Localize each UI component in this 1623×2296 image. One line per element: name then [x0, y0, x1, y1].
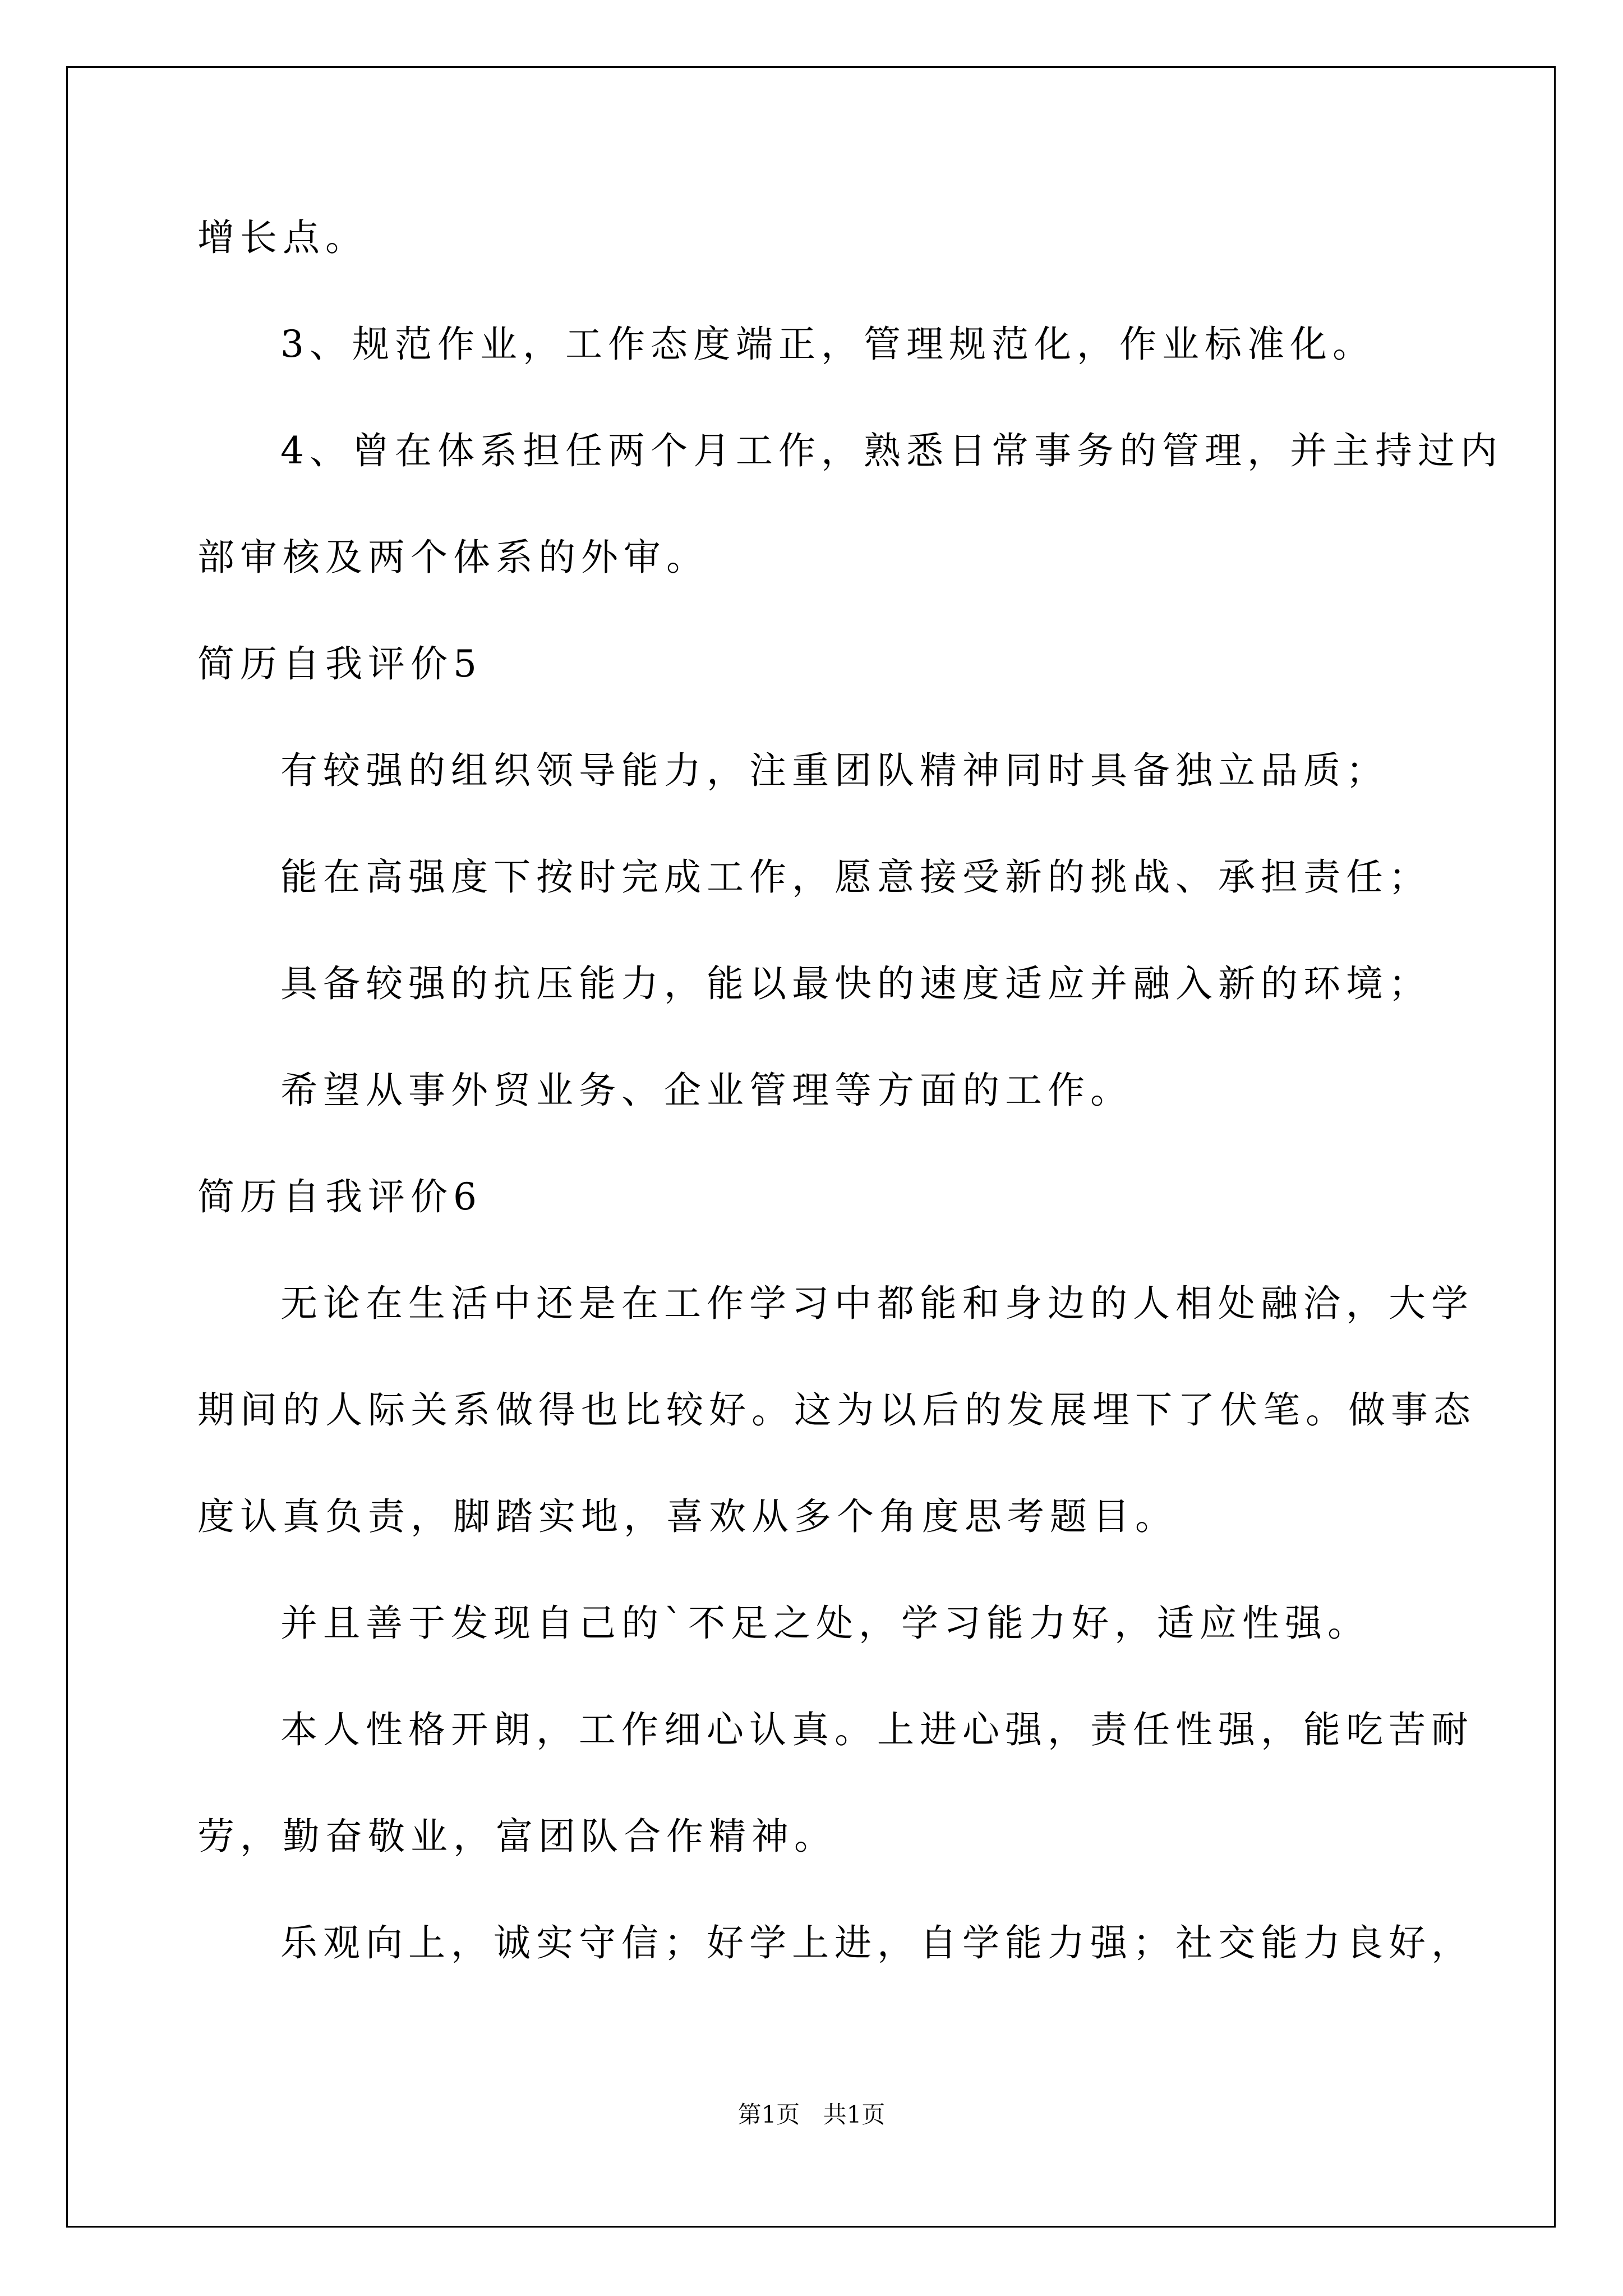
paragraph-line: 能在高强度下按时完成工作，愿意接受新的挑战、承担责任； [280, 855, 1431, 899]
paragraph-line: 无论在生活中还是在工作学习中都能和身边的人相处融洽，大学 [280, 1282, 1474, 1325]
paragraph-line: 部审核及两个体系的外审。 [197, 536, 709, 579]
paragraph-line: 本人性格开朗，工作细心认真。上进心强，责任性强，能吃苦耐 [280, 1708, 1474, 1751]
paragraph-line: 具备较强的抗压能力，能以最快的速度适应并融入新的环境； [280, 962, 1431, 1005]
paragraph-line: 乐观向上，诚实守信；好学上进，自学能力强；社交能力良好， [280, 1921, 1474, 1964]
paragraph-line: 有较强的组织领导能力，注重团队精神同时具备独立品质； [280, 749, 1389, 792]
paragraph-line: 希望从事外贸业务、企业管理等方面的工作。 [280, 1069, 1133, 1112]
paragraph-line: 期间的人际关系做得也比较好。这为以后的发展埋下了伏笔。做事态 [197, 1388, 1476, 1432]
paragraph-line: 3、规范作业，工作态度端正，管理规范化，作业标准化。 [280, 323, 1375, 366]
paragraph-line: 增长点。 [197, 216, 368, 259]
page-number: 第1页 [737, 2101, 800, 2128]
page-footer [0, 2099, 1623, 2131]
page-total: 共1页 [823, 2101, 886, 2128]
paragraph-line: 4、曾在体系担任两个月工作，熟悉日常事务的管理，并主持过内 [280, 429, 1503, 472]
section-heading: 简历自我评价6 [197, 1175, 482, 1218]
paragraph-line: 并且善于发现自己的`不足之处，学习能力好，适应性强。 [280, 1602, 1370, 1645]
paragraph-line: 劳，勤奋敬业，富团队合作精神。 [197, 1815, 837, 1858]
document-body [197, 213, 1503, 1968]
section-heading: 简历自我评价5 [197, 642, 482, 685]
paragraph-line: 度认真负责，脚踏实地，喜欢从多个角度思考题目。 [197, 1495, 1178, 1538]
